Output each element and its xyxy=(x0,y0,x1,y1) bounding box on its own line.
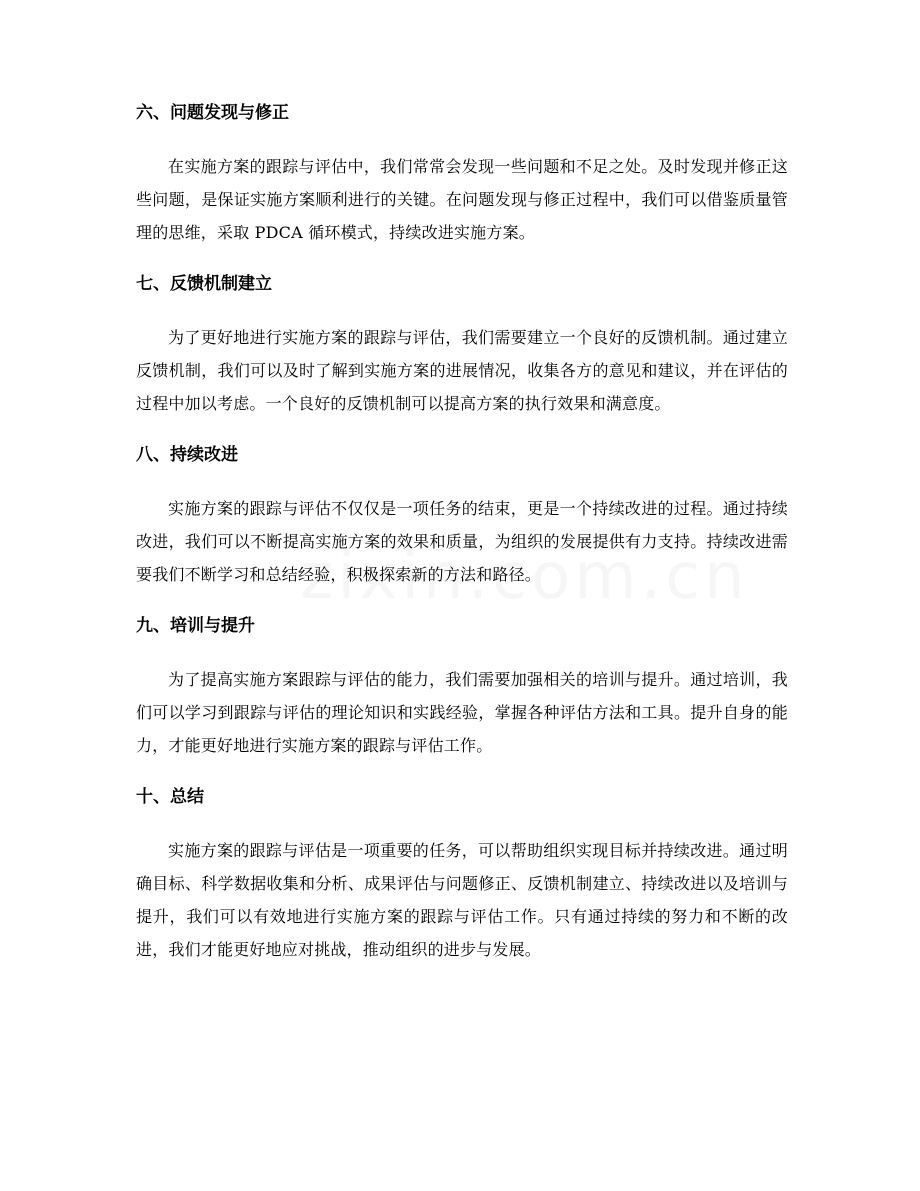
section-paragraph: 实施方案的跟踪与评估不仅仅是一项任务的结束，更是一个持续改进的过程。通过持续改进，我们可以不断提高实施方案的效果和质量，为组织的发展提供有力支持。持续改进需要我们不断学习和总结经验，积极探索新的方法和路径。 xyxy=(136,499,788,584)
section-summary xyxy=(136,784,788,966)
section-heading: 六、问题发现与修正 xyxy=(136,103,289,123)
section-continuous-improvement xyxy=(136,442,788,591)
section-heading: 十、总结 xyxy=(136,787,204,807)
section-training xyxy=(136,613,788,762)
section-paragraph: 实施方案的跟踪与评估是一项重要的任务，可以帮助组织实现目标并持续改进。通过明确目标、科学数据收集和分析、成果评估与问题修正、反馈机制建立、持续改进以及培训与提升，我们可以有效地进行实施方案的跟踪与评估工作。只有通过持续的努力和不断的改进，我们才能更好地应对挑战，推动组织的进步与发展。 xyxy=(136,841,788,959)
section-paragraph: 为了更好地进行实施方案的跟踪与评估，我们需要建立一个良好的反馈机制。通过建立反馈机制，我们可以及时了解到实施方案的进展情况，收集各方的意见和建议，并在评估的过程中加以考虑。一个良好的反馈机制可以提高方案的执行效果和满意度。 xyxy=(136,328,788,413)
document-body xyxy=(136,100,788,988)
section-heading: 九、培训与提升 xyxy=(136,616,255,636)
section-feedback-mechanism xyxy=(136,271,788,420)
section-paragraph: 为了提高实施方案跟踪与评估的能力，我们需要加强相关的培训与提升。通过培训，我们可以学习到跟踪与评估的理论知识和实践经验，掌握各种评估方法和工具。提升自身的能力，才能更好地进行实施方案的跟踪与评估工作。 xyxy=(136,670,788,755)
section-problem-fixing xyxy=(136,100,788,249)
section-paragraph: 在实施方案的跟踪与评估中，我们常常会发现一些问题和不足之处。及时发现并修正这些问题，是保证实施方案顺利进行的关键。在问题发现与修正过程中，我们可以借鉴质量管理的思维，采取 PDCA 循环模式，持续改进实施方案。 xyxy=(136,157,788,242)
section-heading: 八、持续改进 xyxy=(136,445,238,465)
section-heading: 七、反馈机制建立 xyxy=(136,274,272,294)
